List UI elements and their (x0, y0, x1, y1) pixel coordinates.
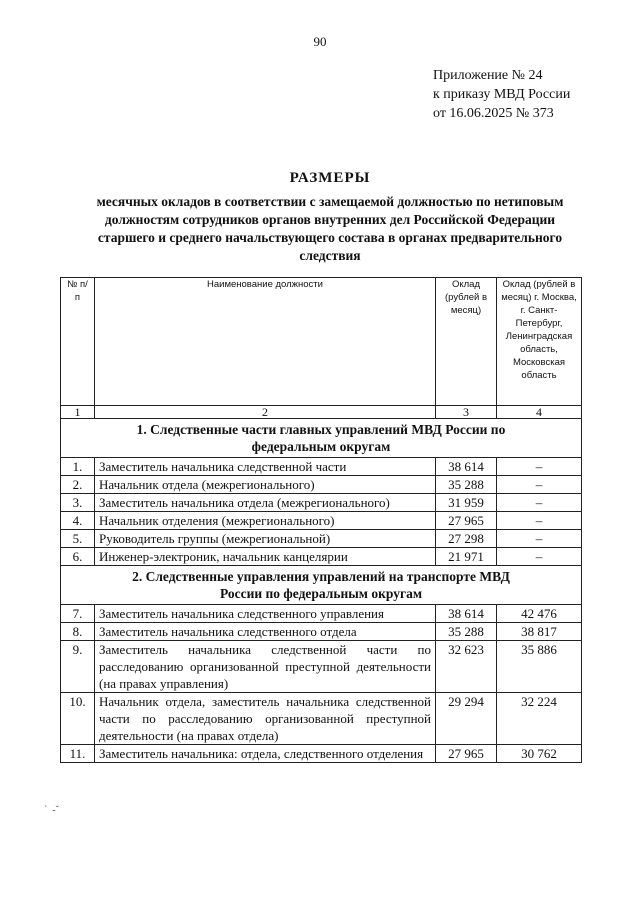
position-name: Начальник отдела, заместитель начальника следственной части по расследованию организованной преступной деятельности (на правах отдела) (95, 693, 436, 745)
section-row (61, 419, 582, 458)
appendix-line-2: к приказу МВД России (433, 87, 571, 102)
row-number: 7. (61, 605, 95, 623)
table-row (61, 476, 582, 494)
salary-moscow-value: 38 817 (497, 623, 582, 641)
table-header-row (61, 278, 582, 406)
table-row (61, 458, 582, 476)
table-row (61, 494, 582, 512)
position-name: Заместитель начальника: отдела, следственного отделения (95, 745, 436, 763)
position-name: Начальник отделения (межрегионального) (95, 512, 436, 530)
table-row (61, 745, 582, 763)
salary-moscow-value: 35 886 (497, 641, 582, 693)
position-name: Заместитель начальника следственного управления (95, 605, 436, 623)
row-number: 4. (61, 512, 95, 530)
table-row (61, 605, 582, 623)
salary-moscow-value: – (497, 512, 582, 530)
position-name: Инженер-электроник, начальник канцелярии (95, 548, 436, 566)
position-name: Заместитель начальника следственной части (95, 458, 436, 476)
row-number: 6. (61, 548, 95, 566)
scan-marks: ` -ˇ (44, 805, 59, 816)
column-numbers-row (61, 406, 582, 419)
subtitle-line-2: должностям сотрудников органов внутренних дел Российской Федерации (104, 212, 556, 227)
salary-value: 27 965 (436, 745, 497, 763)
appendix-line-1: Приложение № 24 (433, 68, 543, 83)
column-number: 2 (95, 406, 436, 419)
header-position-name: Наименование должности (95, 278, 436, 406)
document-subtitle (60, 193, 600, 265)
section-2-body (61, 605, 582, 763)
subtitle-line-1: месячных окладов в соответствии с замещаемой должностью по нетиповым (96, 194, 564, 209)
row-number: 2. (61, 476, 95, 494)
appendix-reference (433, 66, 570, 123)
position-name: Руководитель группы (межрегиональной) (95, 530, 436, 548)
column-number: 4 (497, 406, 582, 419)
position-name: Начальник отдела (межрегионального) (95, 476, 436, 494)
section-1-heading: 1. Следственные части главных управлений МВД России по федеральным округам (61, 419, 582, 458)
subtitle-line-3: старшего и среднего начальствующего состава в органах предварительного (97, 230, 563, 245)
table-row (61, 548, 582, 566)
salary-value: 32 623 (436, 641, 497, 693)
section-2-heading: 2. Следственные управления управлений на транспорте МВД России по федеральным округам (61, 566, 582, 605)
page-number: 90 (313, 34, 327, 49)
document-title: РАЗМЕРЫ (289, 170, 371, 186)
position-name: Заместитель начальника отдела (межрегионального) (95, 494, 436, 512)
salary-moscow-value: – (497, 494, 582, 512)
salary-moscow-value: – (497, 548, 582, 566)
salary-value: 31 959 (436, 494, 497, 512)
row-number: 8. (61, 623, 95, 641)
section-1-body (61, 458, 582, 566)
row-number: 5. (61, 530, 95, 548)
section-row (61, 566, 582, 605)
salary-value: 27 965 (436, 512, 497, 530)
salary-moscow-value: – (497, 476, 582, 494)
salary-value: 38 614 (436, 458, 497, 476)
position-name: Заместитель начальника следственного отдела (95, 623, 436, 641)
table-row (61, 693, 582, 745)
header-salary-moscow: Оклад (рублей в месяц) г. Москва, г. Санкт-Петербург, Ленинградская область, Московская область (497, 278, 582, 406)
header-salary: Оклад (рублей в месяц) (436, 278, 497, 406)
salary-table (60, 277, 582, 763)
salary-moscow-value: 42 476 (497, 605, 582, 623)
table-row (61, 512, 582, 530)
salary-value: 35 288 (436, 476, 497, 494)
salary-value: 27 298 (436, 530, 497, 548)
salary-moscow-value: 32 224 (497, 693, 582, 745)
table-row (61, 641, 582, 693)
header-num: № п/п (61, 278, 95, 406)
table-row (61, 530, 582, 548)
salary-value: 35 288 (436, 623, 497, 641)
appendix-line-3: от 16.06.2025 № 373 (433, 106, 554, 121)
salary-moscow-value: – (497, 458, 582, 476)
salary-value: 29 294 (436, 693, 497, 745)
salary-value: 21 971 (436, 548, 497, 566)
salary-moscow-value: – (497, 530, 582, 548)
row-number: 9. (61, 641, 95, 693)
salary-value: 38 614 (436, 605, 497, 623)
row-number: 3. (61, 494, 95, 512)
subtitle-line-4: следствия (299, 248, 361, 263)
row-number: 11. (61, 745, 95, 763)
salary-moscow-value: 30 762 (497, 745, 582, 763)
column-number: 3 (436, 406, 497, 419)
position-name: Заместитель начальника следственной части по расследованию организованной преступной деятельности (на правах управления) (95, 641, 436, 693)
row-number: 1. (61, 458, 95, 476)
column-number: 1 (61, 406, 95, 419)
document-title-block (60, 170, 600, 265)
row-number: 10. (61, 693, 95, 745)
table-row (61, 623, 582, 641)
